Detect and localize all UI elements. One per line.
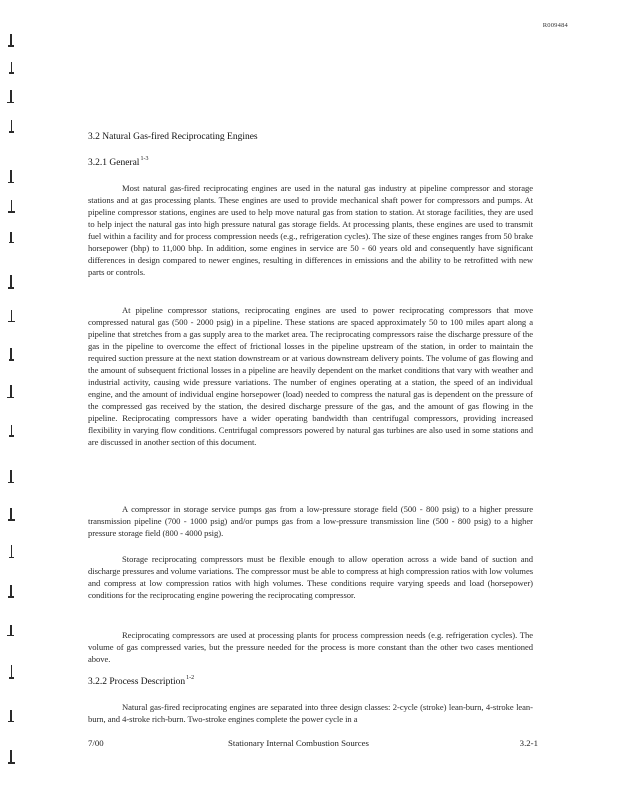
footer-title: Stationary Internal Combustion Sources: [228, 738, 369, 748]
section-title: 3.2 Natural Gas-fired Reciprocating Engines: [88, 132, 258, 142]
subsection-general-ref: 1-3: [140, 156, 149, 162]
subsection-process-ref: 1-2: [186, 675, 195, 681]
footer-date: 7/00: [88, 738, 104, 748]
paragraph-process-1: Natural gas-fired reciprocating engines are separated into three design classes: 2-cycle (stroke) lean-burn, 4-stroke lean-burn, and 4-stroke rich-burn. Two-stroke engines complete the power cycle in a: [88, 702, 533, 724]
subsection-general-title: 3.2.1 General: [88, 158, 140, 168]
footer-page-number: 3.2-1: [519, 738, 538, 748]
subsection-process-title: 3.2.2 Process Description: [88, 677, 186, 687]
paragraph-general-4: Storage reciprocating compressors must be flexible enough to allow operation across a wide band of suction and discharge pressures and volume variations. The compressor must be able to compress at high compression ratios with low volumes and compress at low compression ratios with high volumes. These conditions require varying speeds and load (horsepower) conditions for the reciprocating engine powering the reciprocating compressor.: [88, 554, 533, 600]
document-id: R009484: [542, 22, 568, 29]
subsection-general-heading: [88, 156, 148, 168]
paragraph-general-5: Reciprocating compressors are used at processing plants for process compression needs (e.g. refrigeration cycles). The volume of gas compressed varies, but the pressure needed for the process is more constant than the other two cases mentioned above.: [88, 630, 533, 664]
paragraph-general-3: A compressor in storage service pumps gas from a low-pressure storage field (500 - 800 psig) to a higher pressure transmission pipeline (700 - 1000 psig) and/or pumps gas from a low-pressure transmission line (500 - 800 psig) to a higher pressure storage field (800 - 4000 psig).: [88, 504, 533, 538]
paragraph-general-1: Most natural gas-fired reciprocating engines are used in the natural gas industry at pipeline compressor and storage stations and at gas processing plants. These engines are used to provide mechanical shaft power for compressors and pumps. At pipeline compressor stations, engines are used to help move natural gas from station to station. At storage facilities, they are used to help inject the natural gas into high pressure natural gas storage fields. At processing plants, these engines are used to transmit fuel within a facility and for process compression needs (e.g., refrigeration cycles). The size of these engines ranges from 50 brake horsepower (bhp) to 11,000 bhp. In addition, some engines in service are 50 - 60 years old and consequently have significant differences in design compared to newer engines, resulting in differences in emissions and the ability to be retrofitted with new parts or controls.: [88, 183, 533, 277]
subsection-process-heading: [88, 675, 194, 687]
binding-marks: [6, 20, 20, 780]
paragraph-general-2: At pipeline compressor stations, reciprocating engines are used to power reciprocating compressors that move compressed natural gas (500 - 2000 psig) in a pipeline. These stations are spaced approximately 50 to 100 miles apart along a pipeline that stretches from a gas supply area to the market area. The reciprocating compressors raise the discharge pressure of the gas in the pipeline to overcome the effect of frictional losses in the pipeline upstream of the station, in order to maintain the required suction pressure at the next station downstream or at various downstream delivery points. The volume of gas flowing and the amount of subsequent frictional losses in a pipeline are heavily dependent on the market conditions that vary with weather and industrial activity, causing wide pressure variations. The number of engines operating at a station, the speed of an individual engine, and the amount of individual engine horsepower (load) needed to compress the natural gas is dependent on the pressure of the compressed gas received by the station, the desired discharge pressure of the gas, and the amount of gas flowing in the pipeline. Reciprocating compressors have a wider operating bandwidth than centrifugal compressors, providing increased flexibility in varying flow conditions. Centrifugal compressors powered by natural gas turbines are also used in some stations and are discussed in another section of this document.: [88, 305, 533, 447]
